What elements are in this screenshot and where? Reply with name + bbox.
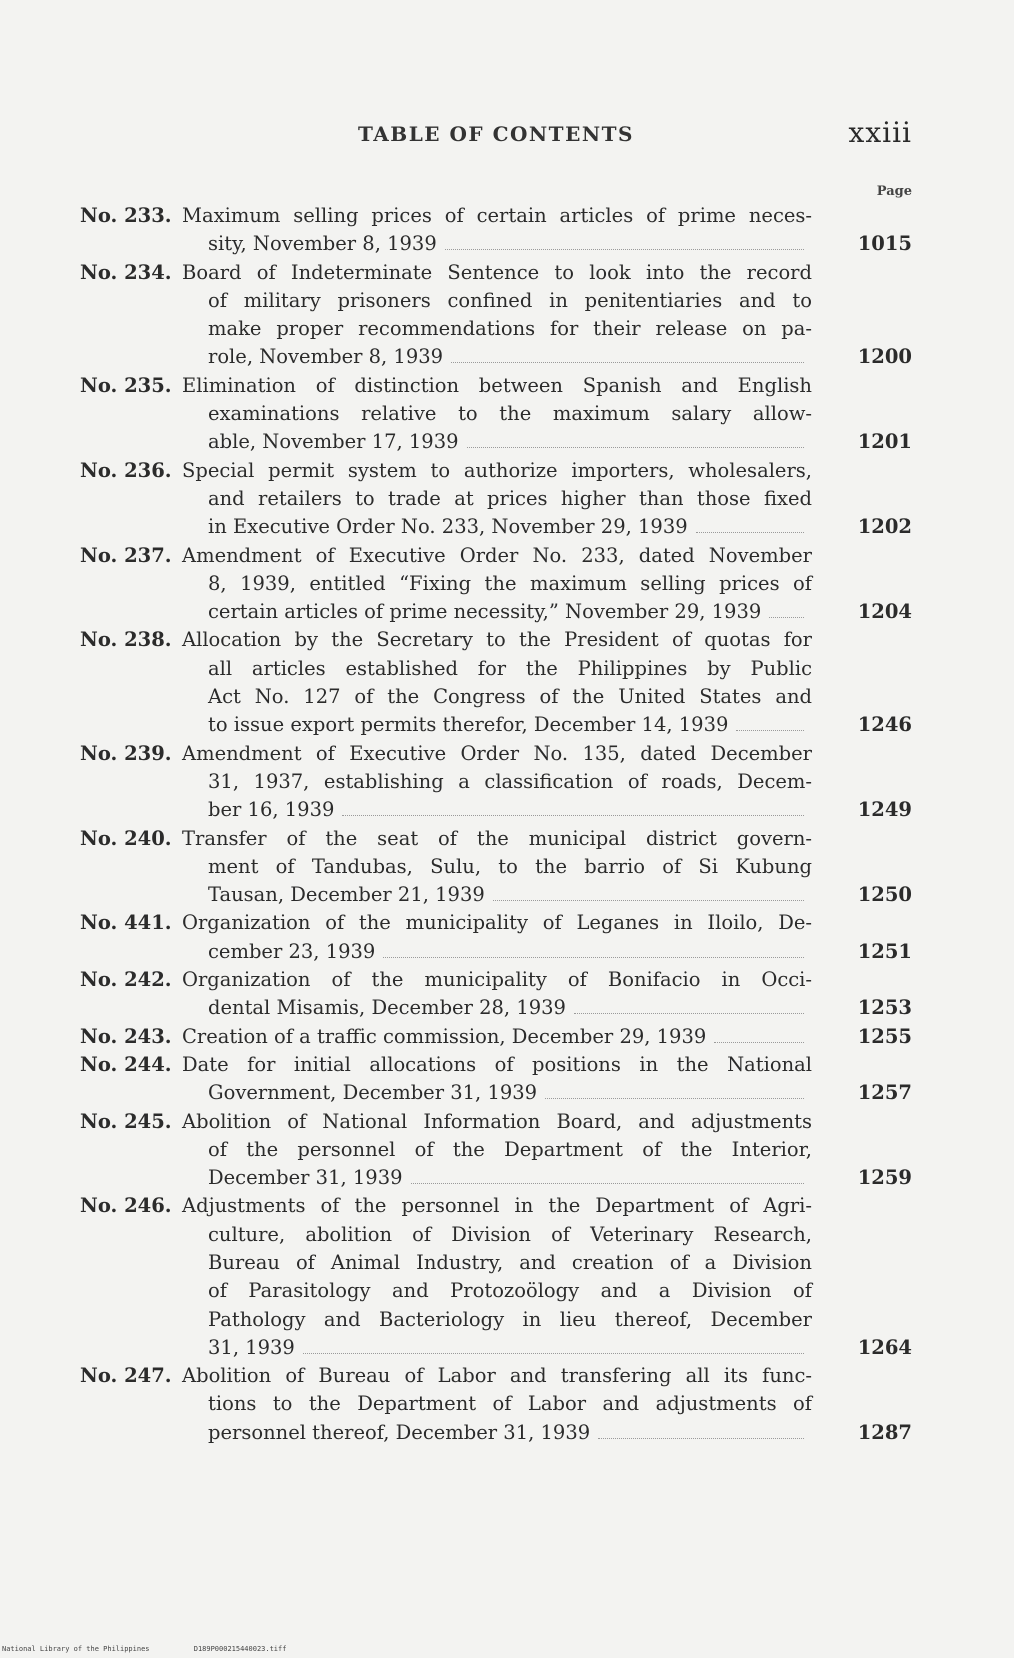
entry-title-end: Creation of a traffic commission, December 29, 1939: [182, 1024, 707, 1048]
entry-title: [182, 259, 812, 372]
entry-title-line: Pathology and Bacteriology in lieu thereof, December: [208, 1307, 812, 1331]
dot-leader: [598, 1438, 804, 1439]
entry-title-last-line: [182, 1079, 812, 1107]
entry-page-number: 1251: [857, 939, 912, 963]
dot-leader: [574, 1013, 804, 1014]
dot-leader: [342, 815, 804, 816]
entry-title: [182, 1362, 812, 1447]
toc-entry: [80, 1108, 912, 1193]
entry-title-end: sity, November 8, 1939: [208, 232, 437, 256]
entry-number: No. 246.: [80, 1194, 172, 1218]
entry-title-end: in Executive Order No. 233, November 29, 1939: [208, 515, 688, 539]
entry-title: [182, 909, 812, 966]
entry-title: [182, 202, 812, 259]
table-of-contents: [80, 202, 912, 1447]
entry-title-last-line: [182, 1419, 812, 1447]
entry-title-end: 31, 1939: [208, 1335, 295, 1359]
entry-title-end: certain articles of prime necessity,” November 29, 1939: [208, 600, 762, 624]
dot-leader: [303, 1353, 804, 1354]
entry-title-last-line: [182, 343, 812, 371]
entry-title: [182, 966, 812, 1023]
dot-leader: [696, 532, 804, 533]
entry-title-line: Elimination of distinction between Spanish and English: [182, 373, 812, 397]
entry-title-line: Maximum selling prices of certain articles of prime neces-: [182, 204, 812, 227]
dot-leader: [714, 1042, 804, 1043]
entry-title-end: able, November 17, 1939: [208, 430, 459, 454]
entry-title-line: tions to the Department of Labor and adjustments of: [208, 1392, 812, 1416]
entry-title-last-line: [182, 1164, 812, 1192]
entry-title-last-line: [182, 428, 812, 456]
entry-title-line: ment of Tandubas, Sulu, to the barrio of Si Kubung: [208, 854, 812, 878]
entry-title-last-line: [182, 796, 812, 824]
dot-leader: [493, 900, 804, 901]
entry-title-end: Government, December 31, 1939: [208, 1081, 538, 1105]
entry-number: No. 245.: [80, 1109, 172, 1133]
entry-title: [182, 825, 812, 910]
footer-file: D189P000215440023.tiff: [193, 1645, 287, 1653]
entry-title: [182, 542, 812, 627]
entry-title-last-line: [182, 598, 812, 626]
toc-entry: [80, 372, 912, 457]
entry-number: No. 233.: [80, 204, 172, 227]
entry-number: No. 243.: [80, 1024, 172, 1048]
entry-page-number: 1287: [857, 1420, 912, 1444]
toc-entry: [80, 909, 912, 966]
entry-page-number: 1249: [857, 798, 912, 822]
entry-title: [182, 1023, 812, 1051]
footer-source: National Library of the Philippines: [2, 1645, 150, 1653]
entry-number: No. 235.: [80, 373, 172, 397]
entry-title-line: of Parasitology and Protozoölogy and a Division of: [208, 1279, 812, 1303]
entry-title-line: Adjustments of the personnel in the Department of Agri-: [182, 1194, 812, 1218]
dot-leader: [411, 1183, 804, 1184]
entry-number: No. 238.: [80, 628, 172, 652]
toc-entry: [80, 1192, 912, 1362]
entry-number: No. 441.: [80, 911, 172, 935]
entry-title-line: Allocation by the Secretary to the President of quotas for: [182, 628, 812, 652]
entry-number: No. 236.: [80, 458, 172, 482]
entry-page-number: 1015: [857, 232, 912, 256]
dot-leader: [445, 249, 804, 250]
entry-title-end: dental Misamis, December 28, 1939: [208, 996, 566, 1020]
toc-entry: [80, 457, 912, 542]
entry-title-end: cember 23, 1939: [208, 939, 376, 963]
toc-entry: [80, 202, 912, 259]
entry-title: [182, 1051, 812, 1108]
entry-title-line: examinations relative to the maximum salary allow-: [208, 402, 812, 426]
entry-title-line: and retailers to trade at prices higher than those fixed: [208, 486, 812, 510]
entry-title: [182, 1108, 812, 1193]
entry-number: No. 234.: [80, 260, 172, 284]
toc-entry: [80, 1023, 912, 1051]
toc-entry: [80, 259, 912, 372]
entry-title-end: ber 16, 1939: [208, 798, 335, 822]
page-header: [80, 118, 912, 158]
toc-entry: [80, 626, 912, 739]
toc-entry: [80, 1051, 912, 1108]
entry-title-end: role, November 8, 1939: [208, 345, 444, 369]
entry-title-line: Board of Indeterminate Sentence to look into the record: [182, 260, 812, 284]
toc-entry: [80, 740, 912, 825]
entry-title-end: personnel thereof, December 31, 1939: [208, 1420, 591, 1444]
entry-page-number: 1259: [857, 1166, 912, 1190]
entry-title-last-line: [182, 230, 812, 258]
entry-page-number: 1250: [857, 883, 912, 907]
page-title: TABLE OF CONTENTS: [358, 122, 634, 146]
entry-title: [182, 372, 812, 457]
entry-title-last-line: [182, 938, 812, 966]
toc-entry: [80, 1362, 912, 1447]
entry-title-line: Bureau of Animal Industry, and creation of a Division: [208, 1250, 812, 1274]
toc-entry: [80, 542, 912, 627]
entry-number: No. 247.: [80, 1364, 172, 1388]
entry-title-line: Transfer of the seat of the municipal district govern-: [182, 826, 812, 850]
dot-leader: [736, 730, 804, 731]
entry-title-line: Special permit system to authorize importers, wholesalers,: [182, 458, 812, 482]
entry-title-end: December 31, 1939: [208, 1166, 403, 1190]
entry-page-number: 1246: [857, 713, 912, 737]
entry-title-line: make proper recommendations for their release on pa-: [208, 317, 812, 341]
dot-leader: [383, 957, 804, 958]
toc-entry: [80, 966, 912, 1023]
entry-page-number: 1202: [857, 515, 912, 539]
dot-leader: [545, 1098, 804, 1099]
entry-title-last-line: [182, 513, 812, 541]
entry-title-last-line: [182, 994, 812, 1022]
entry-title-last-line: [182, 881, 812, 909]
entry-page-number: 1200: [857, 345, 912, 369]
entry-title-line: Organization of the municipality of Bonifacio in Occi-: [182, 968, 812, 992]
entry-page-number: 1253: [857, 996, 912, 1020]
entry-number: No. 242.: [80, 968, 172, 992]
entry-title-end: to issue export permits therefor, December 14, 1939: [208, 713, 729, 737]
entry-title-last-line: [182, 1334, 812, 1362]
entry-title-line: Abolition of National Information Board, and adjustments: [182, 1109, 812, 1133]
entry-title-line: Amendment of Executive Order No. 233, dated November: [182, 543, 812, 567]
entry-page-number: 1264: [857, 1335, 912, 1359]
entry-number: No. 244.: [80, 1052, 172, 1076]
scan-footer: [2, 1645, 326, 1653]
toc-entry: [80, 825, 912, 910]
entry-title: [182, 740, 812, 825]
entry-number: No. 237.: [80, 543, 172, 567]
entry-title-end: Tausan, December 21, 1939: [208, 883, 485, 907]
dot-leader: [451, 362, 804, 363]
entry-page-number: 1255: [857, 1024, 912, 1048]
dot-leader: [769, 617, 804, 618]
entry-title-line: all articles established for the Philippines by Public: [208, 656, 812, 680]
entry-title-line: Abolition of Bureau of Labor and transfering all its func-: [182, 1364, 812, 1388]
entry-title-line: 8, 1939, entitled “Fixing the maximum selling prices of: [208, 571, 812, 595]
entry-page-number: 1201: [857, 430, 912, 454]
entry-title-line: Organization of the municipality of Leganes in Iloilo, De-: [182, 911, 812, 935]
entry-title: [182, 457, 812, 542]
entry-title-line: of military prisoners confined in penitentiaries and to: [208, 288, 812, 312]
entry-title-line: 31, 1937, establishing a classification of roads, Decem-: [208, 769, 812, 793]
entry-title-last-line: [182, 1023, 812, 1051]
entry-title-line: Act No. 127 of the Congress of the United States and: [208, 685, 812, 709]
entry-number: No. 239.: [80, 741, 172, 765]
entry-title-last-line: [182, 711, 812, 739]
entry-title-line: culture, abolition of Division of Veterinary Research,: [208, 1222, 812, 1246]
entry-title-line: Date for initial allocations of positions in the National: [182, 1052, 812, 1076]
entry-title-line: Amendment of Executive Order No. 135, dated December: [182, 741, 812, 765]
entry-title-line: of the personnel of the Department of the Interior,: [208, 1137, 812, 1161]
entry-title: [182, 1192, 812, 1362]
dot-leader: [467, 447, 804, 448]
entry-page-number: 1204: [857, 600, 912, 624]
entry-number: No. 240.: [80, 826, 172, 850]
entry-title: [182, 626, 812, 739]
page-column-label: Page: [876, 184, 912, 199]
page-number: xxiii: [848, 116, 912, 149]
entry-page-number: 1257: [857, 1081, 912, 1105]
